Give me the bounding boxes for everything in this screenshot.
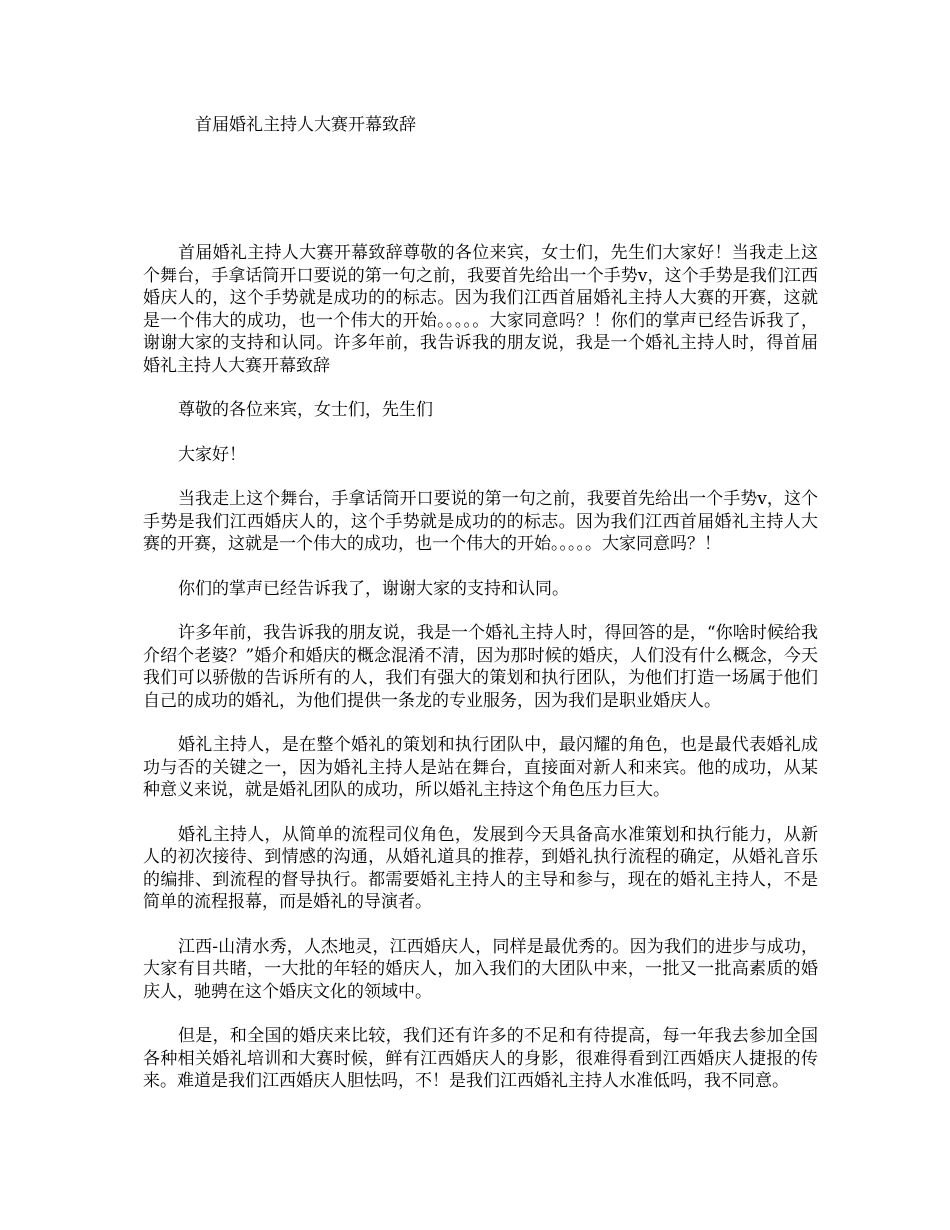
paragraph-intro-summary: 首届婚礼主持人大赛开幕致辞尊敬的各位来宾，女士们，先生们大家好！当我走上这个舞台，手拿话筒开口要说的第一句之前，我要首先给出一个手势v，这个手势是我们江西婚庆人的，这个手势就是成功的的标志。因为我们江西首届婚礼主持人大赛的开赛，这就是一个伟大的成功，也一个伟大的开始。。。。。大家同意吗？！你们的掌声已经告诉我了，谢谢大家的支持和认同。许多年前，我告诉我的朋友说，我是一个婚礼主持人时，得首届婚礼主持人大赛开幕致辞 xyxy=(143,243,818,376)
paragraph-history: 许多年前，我告诉我的朋友说，我是一个婚礼主持人时，得回答的是，“你啥时候给我介绍个老婆？”婚介和婚庆的概念混淆不清，因为那时候的婚庆，人们没有什么概念，今天我们可以骄傲的告诉所有的人，我们有强大的策划和执行团队，为他们打造一场属于他们自己的成功的婚礼，为他们提供一条龙的专业服务，因为我们是职业婚庆人。 xyxy=(143,623,818,711)
paragraph-salutation: 尊敬的各位来宾，女士们，先生们 xyxy=(178,400,433,420)
paragraph-host-role: 婚礼主持人，是在整个婚礼的策划和执行团队中，最闪耀的角色，也是最代表婚礼成功与否的关键之一，因为婚礼主持人是站在舞台，直接面对新人和来宾。他的成功，从某种意义来说，就是婚礼团队的成功，所以婚礼主持这个角色压力巨大。 xyxy=(143,735,818,800)
paragraph-thanks: 你们的掌声已经告诉我了，谢谢大家的支持和认同。 xyxy=(178,578,569,599)
paragraph-greeting: 大家好！ xyxy=(178,444,246,465)
paragraph-host-development: 婚礼主持人，从简单的流程司仪角色，发展到今天具备高水准策划和执行能力，从新人的初次接待、到情感的沟通，从婚礼道具的推荐，到婚礼执行流程的确定，从婚礼音乐的编排、到流程的督导执行。都需要婚礼主持人的主导和参与，现在的婚礼主持人，不是简单的流程报幕，而是婚礼的导演者。 xyxy=(143,824,818,912)
paragraph-challenges: 但是，和全国的婚庆来比较，我们还有许多的不足和有待提高，每一年我去参加全国各种相关婚礼培训和大赛时候，鲜有江西婚庆人的身影，很难得看到江西婚庆人捷报的传来。难道是我们江西婚庆人胆怯吗，不！是我们江西婚礼主持人水准低吗，我不同意。 xyxy=(143,1026,818,1091)
paragraph-jiangxi: 江西-山清水秀，人杰地灵，江西婚庆人，同样是最优秀的。因为我们的进步与成功，大家有目共睹，一大批的年轻的婚庆人，加入我们的大团队中来，一批又一批高素质的婚庆人，驰骋在这个婚庆文化的领域中。 xyxy=(143,936,818,1002)
document-title: 首届婚礼主持人大赛开幕致辞 xyxy=(195,115,416,135)
document-body xyxy=(143,242,818,1115)
paragraph-opening-gesture: 当我走上这个舞台，手拿话筒开口要说的第一句之前，我要首先给出一个手势v，这个手势是我们江西婚庆人的，这个手势就是成功的的标志。因为我们江西首届婚礼主持人大赛的开赛，这就是一个伟大的成功，也一个伟大的开始。。。。。大家同意吗？！ xyxy=(143,489,818,554)
